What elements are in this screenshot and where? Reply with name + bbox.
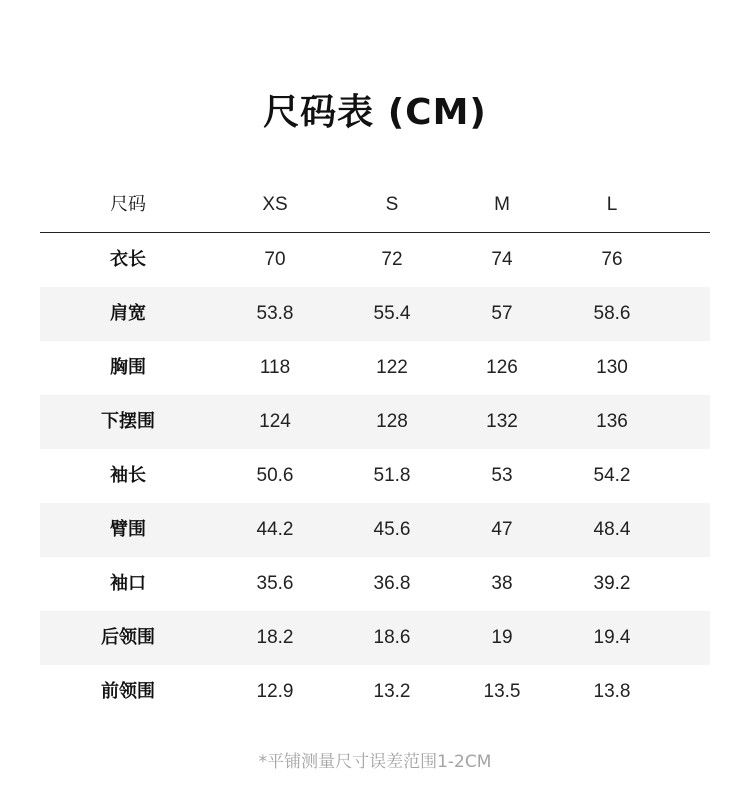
row-label: 胸围 [110,357,146,378]
table-cell: 132 [486,411,518,432]
table-cell: 51.8 [373,465,411,486]
header-cell: S [385,194,399,215]
table-cell: 44.2 [256,519,294,540]
table-cell: 12.9 [256,681,294,702]
table-row [40,341,710,395]
table-cell: 38 [491,573,513,594]
table-row [40,665,710,719]
table-cell: 45.6 [373,519,411,540]
table-cell: 128 [376,411,408,432]
table-cell: 47 [491,519,513,540]
table-cell: 35.6 [256,573,294,594]
table-cell: 53.8 [256,303,294,324]
size-table [40,178,710,719]
table-cell: 53 [491,465,513,486]
row-label: 前领围 [101,681,155,702]
header-cell: 尺码 [110,194,146,215]
table-row [40,395,710,449]
table-cell: 126 [486,357,518,378]
table-cell: 13.5 [483,681,521,702]
table-cell: 72 [381,249,403,270]
table-cell: 130 [596,357,628,378]
header-cell: M [494,194,510,215]
table-cell: 19.4 [593,627,631,648]
table-cell: 18.6 [373,627,411,648]
table-cell: 124 [259,411,291,432]
row-label: 袖口 [110,573,146,594]
row-label: 下摆围 [101,411,155,432]
table-cell: 36.8 [373,573,411,594]
row-label: 肩宽 [110,303,146,324]
row-label: 衣长 [110,249,146,270]
table-cell: 76 [601,249,623,270]
row-label: 后领围 [101,627,155,648]
table-row [40,233,710,287]
table-cell: 50.6 [256,465,294,486]
table-cell: 39.2 [593,573,631,594]
table-cell: 48.4 [593,519,631,540]
table-row [40,557,710,611]
row-label: 袖长 [110,465,146,486]
table-cell: 57 [491,303,513,324]
header-cell: XS [262,194,288,215]
table-cell: 136 [596,411,628,432]
table-row [40,287,710,341]
table-cell: 13.8 [593,681,631,702]
table-cell: 70 [264,249,286,270]
table-cell: 55.4 [373,303,411,324]
row-label: 臂围 [110,519,146,540]
table-cell: 54.2 [593,465,631,486]
table-header [40,178,710,233]
table-cell: 74 [491,249,513,270]
table-row [40,503,710,557]
table-cell: 18.2 [256,627,294,648]
table-cell: 118 [259,357,291,378]
measurement-note: *平铺测量尺寸误差范围1-2CM [258,752,492,772]
header-cell: L [606,194,618,215]
page-title: 尺码表 (CM) [263,92,487,133]
table-row [40,611,710,665]
table-row [40,449,710,503]
table-cell: 19 [491,627,513,648]
table-cell: 122 [376,357,408,378]
table-cell: 58.6 [593,303,631,324]
table-cell: 13.2 [373,681,411,702]
